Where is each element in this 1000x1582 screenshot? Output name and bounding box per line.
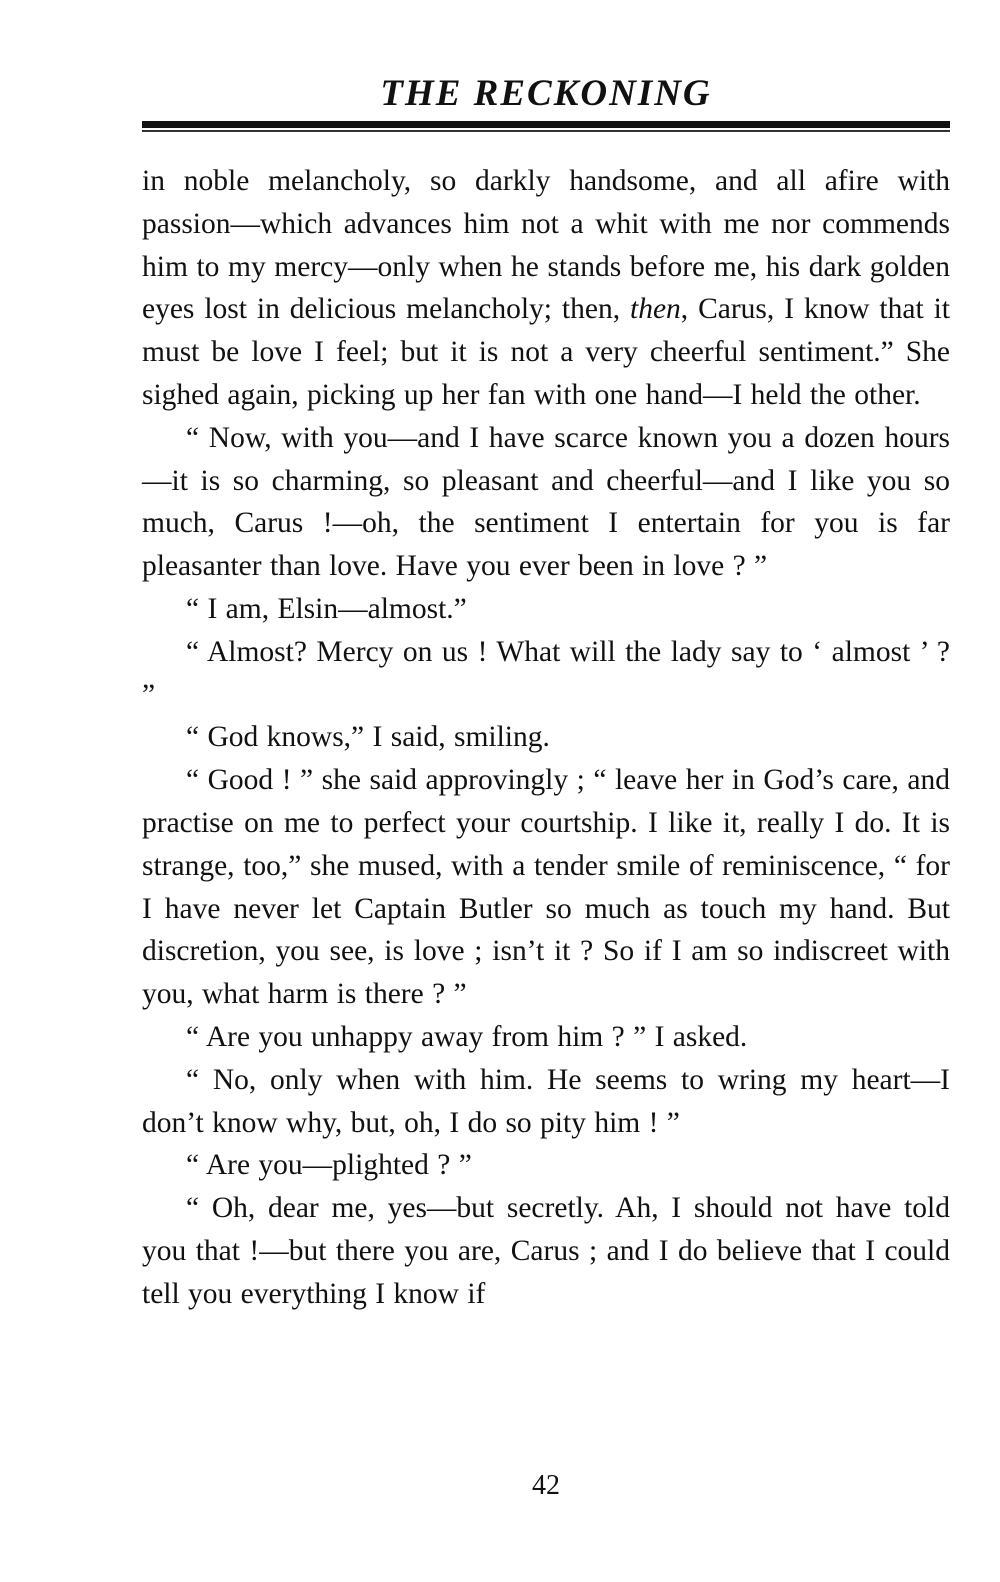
paragraph: “ Good ! ” she said approvingly ; “ leave her in God’s care, and practise on me to perfect your courtship. I like it, really I do. It is strange, too,” she mused, with a tender smile of reminiscence, “ for I have never let Captain Butler so much as touch my hand. But discretion, you see, is love ; isn’t it ? So if I am so indiscreet with you, what harm is there ? ”: [142, 764, 950, 1011]
paragraph: “ Now, with you—and I have scarce known you a dozen hours—it is so charming, so pleasant and cheerful—and I like you so much, Carus !—oh, the sentiment I entertain for you is far pleasanter than love. Have you ever been in love ? ”: [142, 421, 950, 583]
header-rule-thin: [142, 130, 950, 132]
paragraph: “ Almost? Mercy on us ! What will the lady say to ‘ almost ’ ? ”: [142, 635, 950, 711]
header-rule-thick: [142, 121, 950, 128]
paragraph: “ Are you unhappy away from him ? ” I asked.: [186, 1020, 748, 1053]
paragraph: “ God knows,” I said, smiling.: [186, 721, 550, 754]
paragraph: “ No, only when with him. He seems to wring my heart—I don’t know why, but, oh, I do so pity him ! ”: [142, 1063, 950, 1139]
paragraph: “ Are you—plighted ? ”: [186, 1149, 472, 1182]
paragraph: “ I am, Elsin—almost.”: [186, 592, 467, 625]
paragraph: in noble melancholy, so darkly handsome, and all afire with passion—which advances him not a whit with me nor commends him to my mercy—only when he stands before me, his dark golden eyes lost in delicious melancholy; then, then, Carus, I know that it must be love I feel; but it is not a very cheerful sentiment.” She sighed again, picking up her fan with one hand—I held the other.: [142, 165, 950, 411]
page-number: 42: [532, 1470, 560, 1501]
body-text: [142, 160, 950, 1316]
paragraph: “ Oh, dear me, yes—but secretly. Ah, I should not have told you that !—but there you are, Carus ; and I do believe that I could tell you everything I know if: [142, 1192, 950, 1310]
running-title: THE RECKONING: [380, 73, 712, 114]
emphasis: then: [630, 293, 681, 326]
